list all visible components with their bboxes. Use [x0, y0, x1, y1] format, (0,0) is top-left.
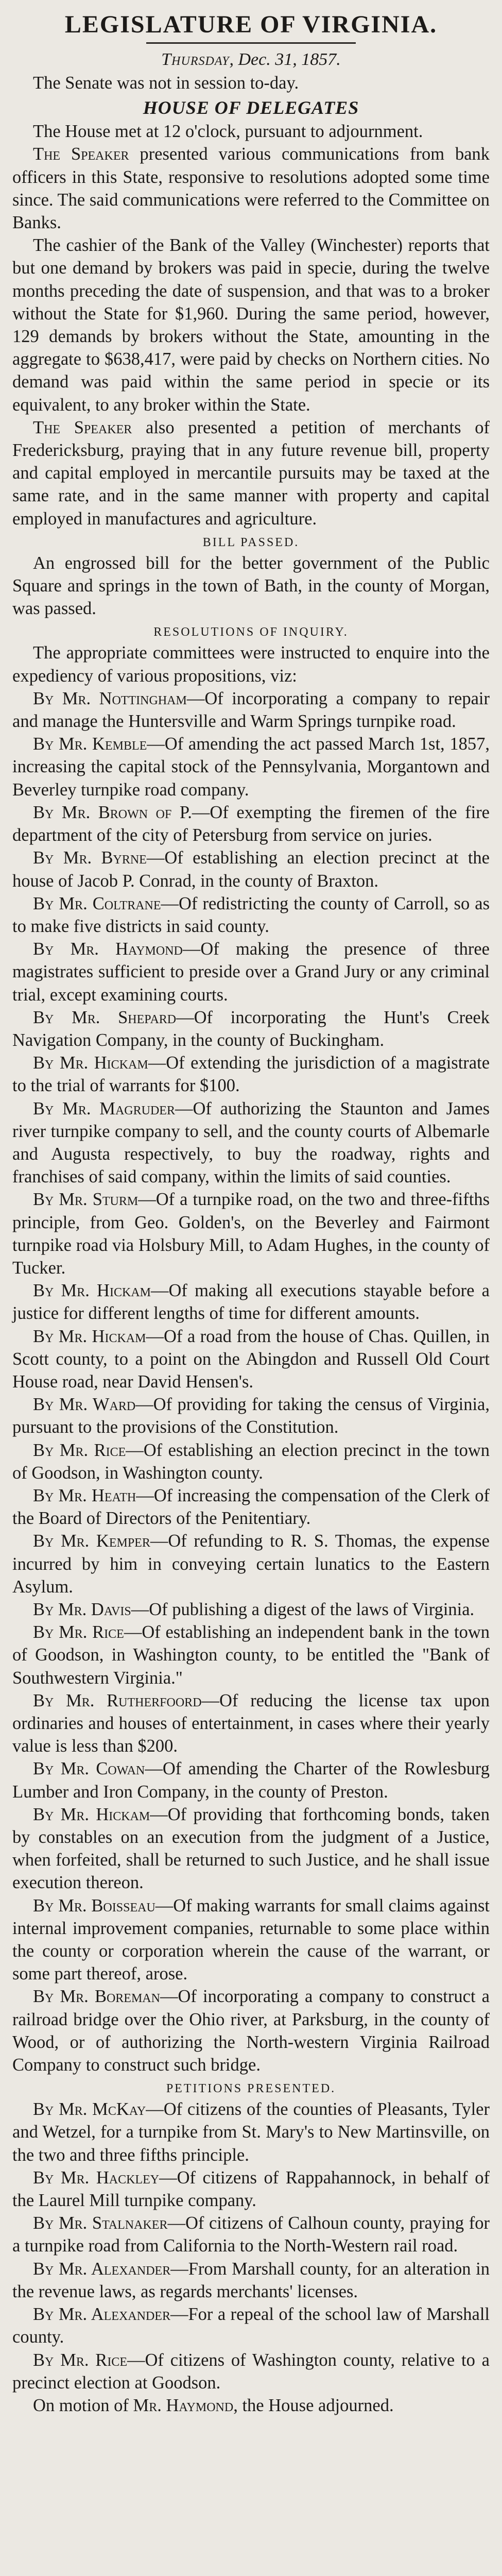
petitions-heading: PETITIONS PRESENTED. — [166, 2082, 336, 2096]
resolution-item-text: —Of providing for taking the census of Virginia, pursuant to the provisions of the Constitution. — [12, 1395, 490, 1437]
resolution-item-lead: By Mr. Boisseau — [33, 1895, 155, 1916]
resolution-item — [12, 1052, 490, 1097]
opening-paragraph: The House met at 12 o'clock, pursuant to adjournment. — [33, 122, 423, 142]
proceedings-paragraphs — [12, 143, 490, 530]
resolution-item — [12, 801, 490, 846]
resolution-item-text: —Of increasing the compensation of the Clerk of the Board of Directors of the Penitentiary. — [12, 1485, 490, 1529]
masthead: LEGISLATURE OF VIRGINIA. — [64, 11, 438, 38]
resolution-item-text: —Of amending the act passed March 1st, 1857, increasing the capital stock of the Pennsylvania, Morgantown and Beverley turnpike road company. — [12, 734, 490, 800]
proceedings-paragraph-lead: The Speaker — [33, 144, 129, 164]
proceedings-paragraph — [12, 143, 490, 234]
resolution-item-text: —Of incorporating a company to repair and manage the Huntersville and Warm Springs turnpike road. — [12, 688, 490, 732]
resolution-item — [12, 1530, 490, 1598]
petition-item-lead: By Mr. Rice — [33, 2350, 127, 2370]
petition-item — [12, 2212, 490, 2257]
resolution-item-text: —Of amending the Charter of the Rowlesburg Lumber and Iron Company, in the county of Preston. — [12, 1759, 490, 1802]
resolution-item — [12, 1006, 490, 1052]
closing-lead: Mr. Haymond — [133, 2395, 234, 2415]
resolution-item — [12, 1894, 490, 1986]
resolution-item-lead: By Mr. Kemble — [33, 734, 147, 754]
resolution-item-text: —Of refunding to R. S. Thomas, the expense incurred by him in conveying certain lunatics to the Eastern Asylum. — [12, 1531, 490, 1597]
house-heading: HOUSE OF DELEGATES — [143, 97, 359, 118]
resolution-item-lead: By Mr. Shepard — [33, 1007, 177, 1027]
resolution-item-text: —Of making all executions stayable before a justice for different lengths of time for different amounts. — [12, 1281, 490, 1324]
resolution-item — [12, 1393, 490, 1438]
resolution-item-lead: By Mr. Kemper — [33, 1531, 150, 1551]
resolution-item-lead: By Mr. Hickam — [33, 1804, 150, 1824]
dateline — [12, 49, 490, 71]
petition-item — [12, 2166, 490, 2212]
petition-item-text: —Of citizens of Calhoun county, praying for a turnpike road from California to the North-Western rail road. — [12, 2213, 490, 2256]
resolution-item-lead: By Mr. Rice — [33, 1622, 124, 1642]
petition-item — [12, 2349, 490, 2394]
resolution-item — [12, 1803, 490, 1894]
resolution-item — [12, 1484, 490, 1530]
dateline-day: Thursday — [161, 50, 230, 69]
resolution-item-text: —Of establishing an election precinct in the town of Goodson, in Washington county. — [12, 1440, 490, 1483]
resolution-item-lead: By Mr. Davis — [33, 1600, 131, 1619]
petition-item — [12, 2303, 490, 2348]
resolution-item — [12, 846, 490, 892]
resolution-item-lead: By Mr. Rutherfoord — [33, 1690, 202, 1710]
resolutions-intro: The appropriate committees were instructed to enquire into the expediency of various propositions, viz: — [12, 643, 490, 686]
resolutions-list — [12, 687, 490, 2076]
petition-item-lead: By Mr. Hackley — [33, 2167, 160, 2188]
resolutions-heading: RESOLUTIONS OF INQUIRY. — [153, 625, 349, 639]
closing-text: , the House adjourned. — [233, 2395, 394, 2415]
resolution-item-lead: By Mr. Heath — [33, 1485, 136, 1505]
resolution-item-text: —Of authorizing the Staunton and James river turnpike company to sell, and the county courts of Albemarle and Augusta respectively, to buy the roadway, rights and franchises of said company, within the limits of said counties. — [12, 1098, 490, 1187]
petition-item — [12, 2258, 490, 2303]
resolution-item — [12, 1188, 490, 1279]
resolution-item — [12, 1757, 490, 1803]
resolution-item-lead: By Mr. Cowan — [33, 1759, 145, 1779]
resolution-item-lead: By Mr. Hickam — [33, 1053, 148, 1073]
bill-heading: BILL PASSED. — [202, 535, 300, 549]
resolution-item-text: —Of extending the jurisdiction of a magistrate to the trial of warrants for $100. — [12, 1053, 490, 1096]
resolution-item — [12, 938, 490, 1006]
resolution-item-text: —Of reducing the license tax upon ordinaries and houses of entertainment, in cases where their yearly value is less than $200. — [12, 1690, 490, 1756]
resolution-item — [12, 1598, 490, 1621]
resolution-item-lead: By Mr. Ward — [33, 1395, 136, 1415]
petition-item-text: —Of citizens of Washington county, relative to a precinct election at Goodson. — [12, 2350, 490, 2393]
resolution-item-lead: By Mr. Rice — [33, 1440, 126, 1460]
resolution-item-lead: By Mr. Brown of P. — [33, 802, 192, 822]
proceedings-paragraph-lead: The Speaker — [33, 417, 132, 437]
proceedings-paragraph-text: presented various communications from bank officers in this State, responsive to resolutions adopted some time since. The said communications were referred to the Committee on Banks. — [12, 144, 490, 233]
resolution-item-text: —Of redistricting the county of Carroll, so as to make five districts in said county. — [12, 893, 490, 936]
resolution-item-text: —Of a turnpike road, on the two and three-fifths principle, from Geo. Golden's, on the Beverley and Fairmont turnpike road via Holsbury Mill, to Adam Hughes, in the county of Tucker. — [12, 1190, 490, 1278]
resolution-item-lead: By Mr. Hickam — [33, 1326, 146, 1346]
petition-item-text: —From Marshall county, for an alteration in the revenue laws, as regards merchants' licenses. — [12, 2259, 490, 2301]
proceedings-paragraph — [12, 416, 490, 530]
resolution-item-lead: By Mr. Nottingham — [33, 688, 187, 708]
petition-item-lead: By Mr. McKay — [33, 2099, 146, 2120]
resolution-item — [12, 892, 490, 938]
resolution-item — [12, 1985, 490, 2076]
proceedings-paragraph-text: The cashier of the Bank of the Valley (Winchester) reports that but one demand by brokers was paid in specie, during the twelve months preceding the date of suspension, and that was to a broker without the State for $1,960. During the same period, however, 129 demands by brokers without the State, amounting in the aggregate to $638,417, were paid by checks on Northern cities. No demand was paid within the same period in specie or its equivalent, to any broker within the State. — [12, 235, 490, 415]
resolution-item — [12, 1439, 490, 1484]
resolution-item-text: —Of incorporating a company to construct a railroad bridge over the Ohio river, at Parksburg, in the county of Wood, or of authorizing the North-western Virginia Railroad Company to construct such bridge. — [12, 1987, 490, 2075]
resolution-item — [12, 687, 490, 733]
resolution-item — [12, 1689, 490, 1758]
masthead-rule — [146, 42, 356, 44]
closing-pre: On motion of — [33, 2395, 133, 2415]
resolution-item — [12, 1097, 490, 1189]
resolution-item — [12, 733, 490, 801]
proceedings-paragraph — [12, 234, 490, 416]
resolution-item-lead: By Mr. Magruder — [33, 1098, 175, 1118]
resolution-item-lead: By Mr. Coltrane — [33, 893, 161, 913]
resolution-item-text: —Of incorporating the Hunt's Creek Navigation Company, in the county of Buckingham. — [12, 1007, 490, 1050]
resolution-item-text: —Of making warrants for small claims against internal improvement companies, returnable to some place within the county or corporation wherein the cause of the warrant, or some part thereof, arose. — [12, 1895, 490, 1984]
petition-item-text: —Of citizens of the counties of Pleasants, Tyler and Wetzel, for a turnpike from St. Mary's to New Martinsville, on the two and three fifths principle. — [12, 2099, 490, 2165]
petition-item-text: —Of citizens of Rappahannock, in behalf of the Laurel Mill turnpike company. — [12, 2167, 490, 2211]
petition-item-lead: By Mr. Stalnaker — [33, 2213, 168, 2233]
petition-item-lead: By Mr. Alexander — [33, 2259, 171, 2279]
senate-note: The Senate was not in session to-day. — [33, 73, 299, 93]
resolution-item-text: —Of publishing a digest of the laws of Virginia. — [131, 1600, 475, 1619]
proceedings-paragraph-text: also presented a petition of merchants of Fredericksburg, praying that in any future revenue bill, property and capital employed in mercantile pursuits may be taxed at the same rate, and in the same manner with property and capital employed in manufactures and agriculture. — [12, 417, 490, 529]
petition-item-lead: By Mr. Alexander — [33, 2304, 170, 2325]
bill-paragraph: An engrossed bill for the better government of the Public Square and springs in the town of Bath, in the county of Morgan, was passed. — [12, 553, 490, 619]
resolution-item-lead: By Mr. Boreman — [33, 1987, 160, 2007]
resolution-item-lead: By Mr. Hickam — [33, 1281, 151, 1301]
dateline-date: , Dec. 31, 1857. — [229, 50, 341, 69]
petition-item — [12, 2098, 490, 2166]
petitions-list — [12, 2098, 490, 2394]
resolution-item-text: —Of making the presence of three magistrates sufficient to preside over a Grand Jury or any criminal trial, except examining courts. — [12, 939, 490, 1005]
resolution-item — [12, 1325, 490, 1394]
petition-item-text: —For a repeal of the school law of Marshall county. — [12, 2304, 490, 2347]
resolution-item-lead: By Mr. Sturm — [33, 1190, 139, 1210]
resolution-item-text: —Of a road from the house of Chas. Quillen, in Scott county, to a point on the Abingdon and Russell Old Court House road, near David Hensen's. — [12, 1326, 490, 1392]
resolution-item-lead: By Mr. Haymond — [33, 939, 183, 959]
resolution-item-text: —Of providing that forthcoming bonds, taken by constables on an execution from the judgment of a Justice, when forfeited, shall be returned to such Justice, and he shall issue execution thereon. — [12, 1804, 490, 1893]
resolution-item-text: —Of establishing an election precinct at the house of Jacob P. Conrad, in the county of Braxton. — [12, 848, 490, 891]
resolution-item-text: —Of exempting the firemen of the fire department of the city of Petersburg from service on juries. — [12, 802, 490, 845]
resolution-item-lead: By Mr. Byrne — [33, 848, 147, 868]
resolution-item — [12, 1279, 490, 1325]
resolution-item-text: —Of establishing an independent bank in the town of Goodson, in Washington county, to be entitled the "Bank of Southwestern Virginia." — [12, 1622, 490, 1688]
closing-paragraph — [12, 2394, 490, 2417]
resolution-item — [12, 1621, 490, 1689]
